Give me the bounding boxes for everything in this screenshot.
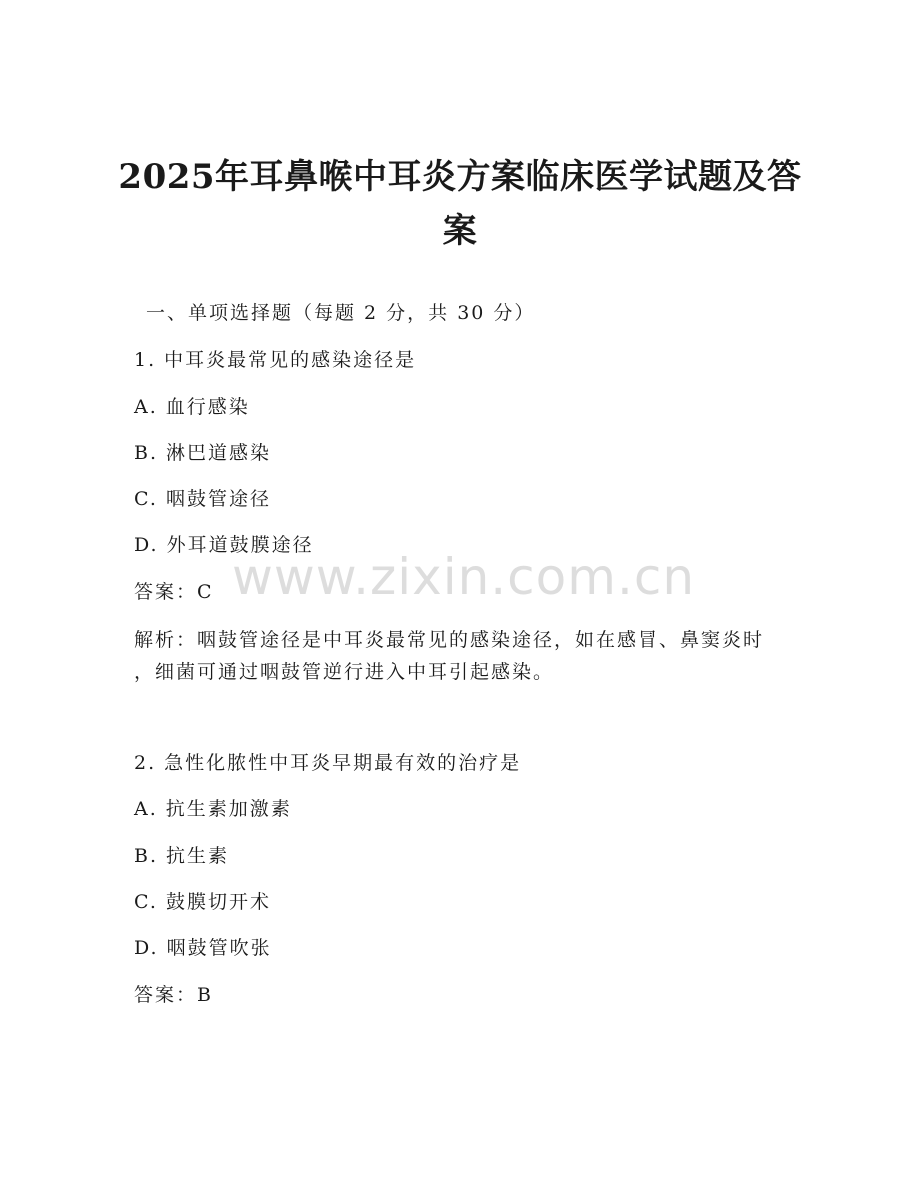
explanation-line-2: ，细菌可通过咽鼓管逆行进入中耳引起感染。 xyxy=(134,661,555,683)
question-1-option-a: A. 血行感染 xyxy=(134,396,250,418)
title-line-1: 2025年耳鼻喉中耳炎方案临床医学试题及答 xyxy=(118,157,802,197)
watermark: www.zixin.com.cn xyxy=(232,548,696,606)
section-heading: 一、单项选择题（每题 2 分，共 30 分） xyxy=(146,302,536,324)
question-1-option-c: C. 咽鼓管途径 xyxy=(134,488,271,510)
page-title xyxy=(100,150,820,258)
question-2-option-d: D. 咽鼓管吹张 xyxy=(134,937,272,959)
question-1-stem: 1. 中耳炎最常见的感染途径是 xyxy=(134,349,417,371)
question-2-option-a: A. 抗生素加激素 xyxy=(134,798,292,820)
question-2-option-b: B. 抗生素 xyxy=(134,845,230,867)
question-1-option-d: D. 外耳道鼓膜途径 xyxy=(134,534,314,556)
question-1-answer: 答案：C xyxy=(134,581,214,603)
question-2-answer: 答案：B xyxy=(134,984,213,1006)
explanation-line-1: 解析：咽鼓管途径是中耳炎最常见的感染途径，如在感冒、鼻窦炎时 xyxy=(134,629,765,651)
question-2-stem: 2. 急性化脓性中耳炎早期最有效的治疗是 xyxy=(134,752,522,774)
question-1-option-b: B. 淋巴道感染 xyxy=(134,442,272,464)
title-line-2: 案 xyxy=(442,211,478,251)
question-1-explanation xyxy=(134,624,784,688)
question-2-option-c: C. 鼓膜切开术 xyxy=(134,891,271,913)
